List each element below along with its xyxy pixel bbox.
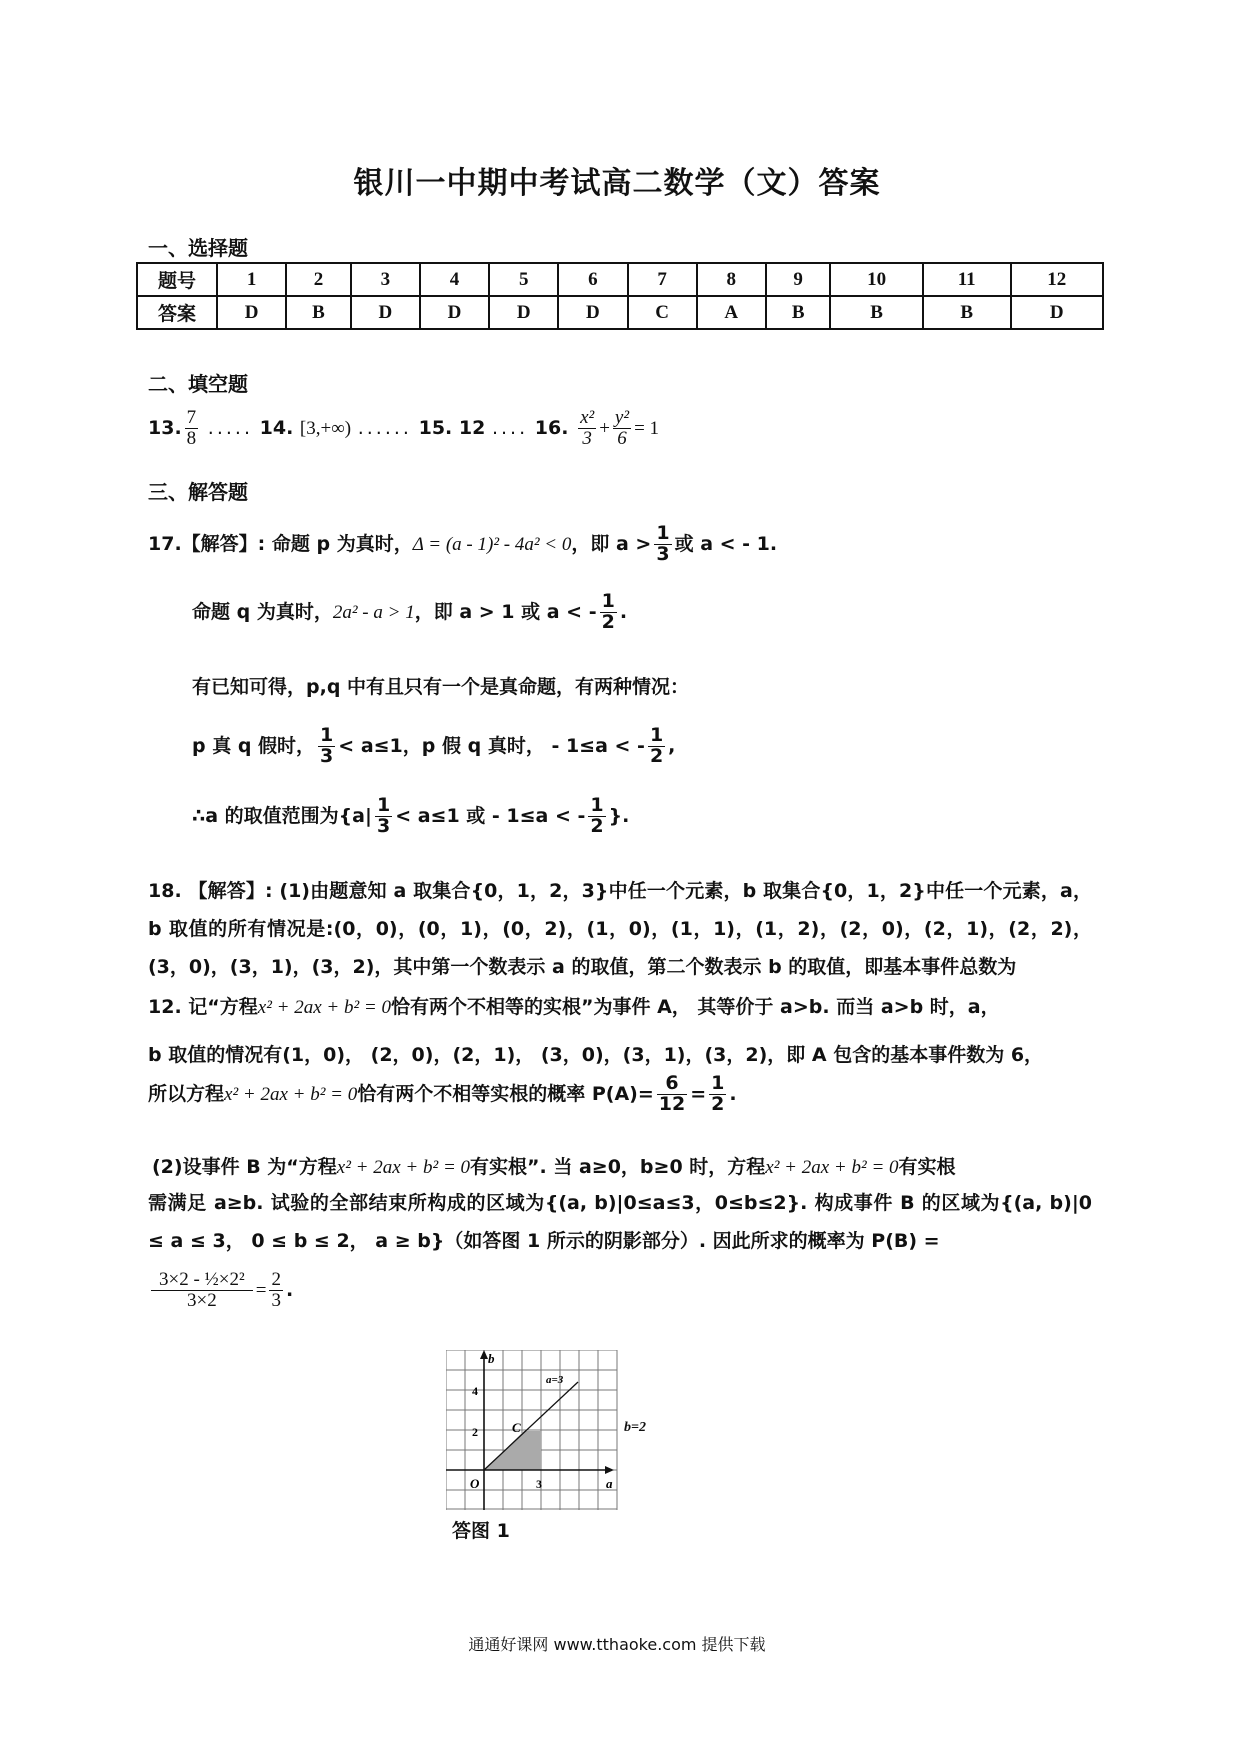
- question-number-cell: 4: [420, 263, 489, 296]
- q18-ans-den: 3: [271, 1289, 281, 1311]
- b-axis-label: b: [488, 1351, 495, 1366]
- q18-line2: [148, 992, 1000, 1019]
- table-header-label: 题号: [137, 263, 217, 296]
- section-choice: 一、选择题: [148, 236, 248, 260]
- q17-l4a: p 真 q 假时，: [192, 734, 316, 757]
- footer-source: 通通好课网 www.tthaoke.com 提供下载: [468, 1635, 766, 1654]
- q17-frac5-d: 3: [376, 814, 391, 837]
- q17-frac6-d: 2: [590, 814, 604, 837]
- q17-frac4-d: 2: [649, 744, 664, 767]
- q18-p5c: 有实根: [898, 1156, 956, 1178]
- q16-frac-y: [613, 408, 631, 449]
- q16-xd: 3: [582, 427, 592, 449]
- q18-big-den: 3×2: [187, 1289, 217, 1311]
- point-c-label: C: [512, 1420, 521, 1435]
- q13-label: 13.: [148, 416, 182, 439]
- q18-p5b: 有实根”. 当 a≥0，b≥0 时，方程: [470, 1156, 766, 1178]
- q18-ans-num: 2: [271, 1269, 281, 1290]
- q14-answer: [3,+∞): [299, 417, 352, 439]
- q18-p4b: 恰有两个不相等实根的概率 P(A)=: [357, 1082, 654, 1105]
- q17-l1d: 或 a < - 1.: [674, 532, 778, 555]
- question-number-cell: 10: [830, 263, 922, 296]
- q18-p4a: 所以方程: [148, 1082, 225, 1105]
- fill-answers: 13. $\frac{7}{8}$ ..... 14. [3,+∞) ...... 15. 12 .... 16. $\frac{\text{x²}}{3}$ + $\frac{\text{y²}}{6}$ = 1: [148, 407, 660, 449]
- q13-den: 8: [186, 427, 197, 449]
- answer-cell: A: [697, 296, 766, 329]
- q17-frac2-n: 1: [601, 590, 615, 612]
- tick-4: 4: [472, 1384, 478, 1398]
- q18-p2a: 12. 记“方程: [148, 996, 258, 1018]
- table-row: [137, 263, 1103, 296]
- q17-l2a: 命题 q 为真时，: [192, 600, 333, 623]
- section-solve: 三、解答题: [148, 480, 248, 504]
- q16-x: x²: [580, 407, 595, 428]
- answer-cell: C: [628, 296, 697, 329]
- a-axis-label: a: [606, 1476, 613, 1491]
- q17-l4b: < a≤1，p 假 q 真时， - 1≤a < -: [338, 734, 645, 757]
- q17-l1a: 17.【解答】: 命题 p 为真时，: [148, 532, 413, 555]
- q17-frac3-d: 3: [320, 744, 334, 767]
- answer-table: [136, 262, 1104, 330]
- q16-frac-x: [578, 408, 596, 449]
- question-number-cell: 5: [489, 263, 558, 296]
- q17-frac1-n: 1: [656, 522, 670, 544]
- q17-frac6-n: 1: [590, 794, 604, 816]
- q18-period: .: [285, 1278, 294, 1301]
- answer-cell: D: [1011, 296, 1103, 329]
- q18-eq1: x² + 2ax + b² = 0: [257, 997, 391, 1018]
- q17-l5a: ∴a 的取值范围为{a|: [192, 804, 372, 827]
- q17-frac6: [588, 796, 605, 837]
- q15-label: 15.: [418, 416, 453, 439]
- q13-num: 7: [186, 407, 197, 428]
- q17-frac4-n: 1: [649, 724, 664, 746]
- q17-l2c: ，即 a > 1 或 a < -: [414, 600, 597, 623]
- answer-cell: D: [558, 296, 627, 329]
- q18-frac-half-d: 2: [711, 1092, 725, 1115]
- answer-cell: B: [923, 296, 1011, 329]
- q13-fraction: [185, 408, 199, 449]
- q18-final-frac: [148, 1270, 293, 1311]
- q18-eq4: x² + 2ax + b² = 0: [765, 1157, 899, 1178]
- question-number-cell: 1: [217, 263, 286, 296]
- q17-l5b: < a≤1 或 - 1≤a < -: [395, 804, 586, 827]
- q17-frac1-d: 3: [656, 542, 670, 565]
- q18-frac-pa-n: 6: [657, 1074, 687, 1095]
- q18-p5a: (2)设事件 B 为“方程: [152, 1156, 337, 1178]
- q16-label: 16.: [534, 416, 569, 439]
- q17-line4: p 真 q 假时， $\frac{1}{3}$ < a≤1，p 假 q 真时， - 1≤a < - $\frac{1}{2}$ ,: [192, 724, 676, 767]
- question-number-cell: 2: [286, 263, 351, 296]
- q17-frac1: [654, 524, 671, 565]
- q16-eq: = 1: [634, 417, 660, 439]
- q18-frac-pa: [657, 1074, 687, 1115]
- b-axis-arrow-icon: [480, 1350, 488, 1359]
- q18-paragraph1: 18. 【解答】: (1)由题意知 a 取集合{0，1，2，3}中任一个元素，b 取集合{0，1，2}中任一个元素，a，b 取值的所有情况是:(0，0)，(0，1)，(0，2)，(1，0)，(1，1)，(1，2)，(2，0)，(2，1)，(2，2)，(3，0)，(3，1)，(3，2)，其中第一个数表示 a 的取值，第二个数表示 b 的取值，即基本事件总数为: [148, 880, 1092, 978]
- question-number-cell: 12: [1011, 263, 1103, 296]
- q16-y: y²: [614, 407, 630, 428]
- answer-cell: B: [830, 296, 922, 329]
- answer-cell: D: [489, 296, 558, 329]
- figure-caption: 答图 1: [452, 1520, 510, 1542]
- a-line-label: a=3: [546, 1374, 564, 1386]
- q18-line4: 所以方程x² + 2ax + b² = 0恰有两个不相等实根的概率 P(A)= $\frac{6}{12}$ = $\frac{1}{2}$ .: [148, 1072, 737, 1115]
- q18-line3: b 取值的情况有(1，0)， (2，0)，(2，1)， (3，0)，(3，1)，(3，2)，即 A 包含的基本事件数为 6，: [148, 1044, 1044, 1066]
- q18-paragraph6: 需满足 a≥b. 试验的全部结束所构成的区域为{(a, b)|0≤a≤3，0≤b≤2}. 构成事件 B 的区域为{(a, b)|0 ≤ a ≤ 3， 0 ≤ b ≤ 2， a ≥ b}（如答图 1 所示的阴影部分）. 因此所求的概率为 P(B) =: [148, 1192, 1092, 1252]
- q17-frac3: [318, 726, 335, 767]
- tick-2: 2: [472, 1425, 478, 1439]
- table-row: [137, 296, 1103, 329]
- q17-line1: [148, 524, 777, 565]
- q18-big-fraction: [151, 1270, 253, 1311]
- q17-frac5: [375, 796, 392, 837]
- q18-frac-half: [709, 1074, 726, 1115]
- question-number-cell: 3: [351, 263, 420, 296]
- q18-eq2: x² + 2ax + b² = 0: [224, 1083, 358, 1105]
- q18-eq-sign: =: [255, 1279, 267, 1301]
- answer-cell: B: [766, 296, 831, 329]
- q18-line5: [152, 1152, 956, 1179]
- q14-label: 14.: [259, 416, 294, 439]
- question-number-cell: 8: [697, 263, 766, 296]
- q17-l5c: }.: [608, 804, 630, 827]
- q18-big-num: 3×2 - ½×2²: [151, 1270, 253, 1291]
- a-axis-arrow-icon: [605, 1466, 614, 1474]
- q17-line2: 命题 q 为真时，2a² - a > 1，即 a > 1 或 a < - $\frac{1}{2}$ .: [192, 590, 628, 633]
- region-figure: [446, 1350, 618, 1510]
- answer-cell: D: [217, 296, 286, 329]
- origin-label: O: [470, 1476, 480, 1491]
- q17-line5: [192, 796, 629, 837]
- question-number-cell: 9: [766, 263, 831, 296]
- q15-answer: 12: [458, 416, 486, 439]
- q17-frac5-n: 1: [376, 794, 391, 816]
- q17-frac3-n: 1: [320, 724, 334, 746]
- b-line-label: b=2: [624, 1420, 646, 1435]
- q18-eq3: x² + 2ax + b² = 0: [336, 1157, 471, 1178]
- q17-l2b: 2a² - a > 1: [332, 601, 415, 623]
- q17-frac2: [600, 592, 617, 633]
- answer-cell: D: [420, 296, 489, 329]
- answer-cell: B: [286, 296, 351, 329]
- question-number-cell: 7: [628, 263, 697, 296]
- q16-yd: 6: [617, 427, 627, 449]
- question-number-cell: 6: [558, 263, 627, 296]
- q17-frac4: [648, 726, 665, 767]
- q18-ans-frac: [269, 1270, 283, 1311]
- q17-line3: 有已知可得，p,q 中有且只有一个是真命题，有两种情况：: [192, 676, 690, 698]
- answer-cell: D: [351, 296, 420, 329]
- q17-frac2-d: 2: [601, 610, 615, 633]
- table-answer-label: 答案: [137, 296, 217, 329]
- q18-frac-pa-d: 12: [658, 1092, 686, 1115]
- question-number-cell: 11: [923, 263, 1011, 296]
- q17-l1b: Δ = (a - 1)² - 4a² < 0: [412, 533, 572, 555]
- q17-l1c: ，即 a >: [571, 532, 652, 555]
- q18-p2b: 恰有两个不相等的实根”为事件 A， 其等价于 a>b. 而当 a>b 时，a，: [391, 996, 1000, 1018]
- page-title: 银川一中期中考试高二数学（文）答案: [353, 166, 881, 201]
- section-fill: 二、填空题: [148, 372, 248, 396]
- q18-frac-half-n: 1: [711, 1072, 725, 1094]
- tick-3: 3: [536, 1477, 542, 1491]
